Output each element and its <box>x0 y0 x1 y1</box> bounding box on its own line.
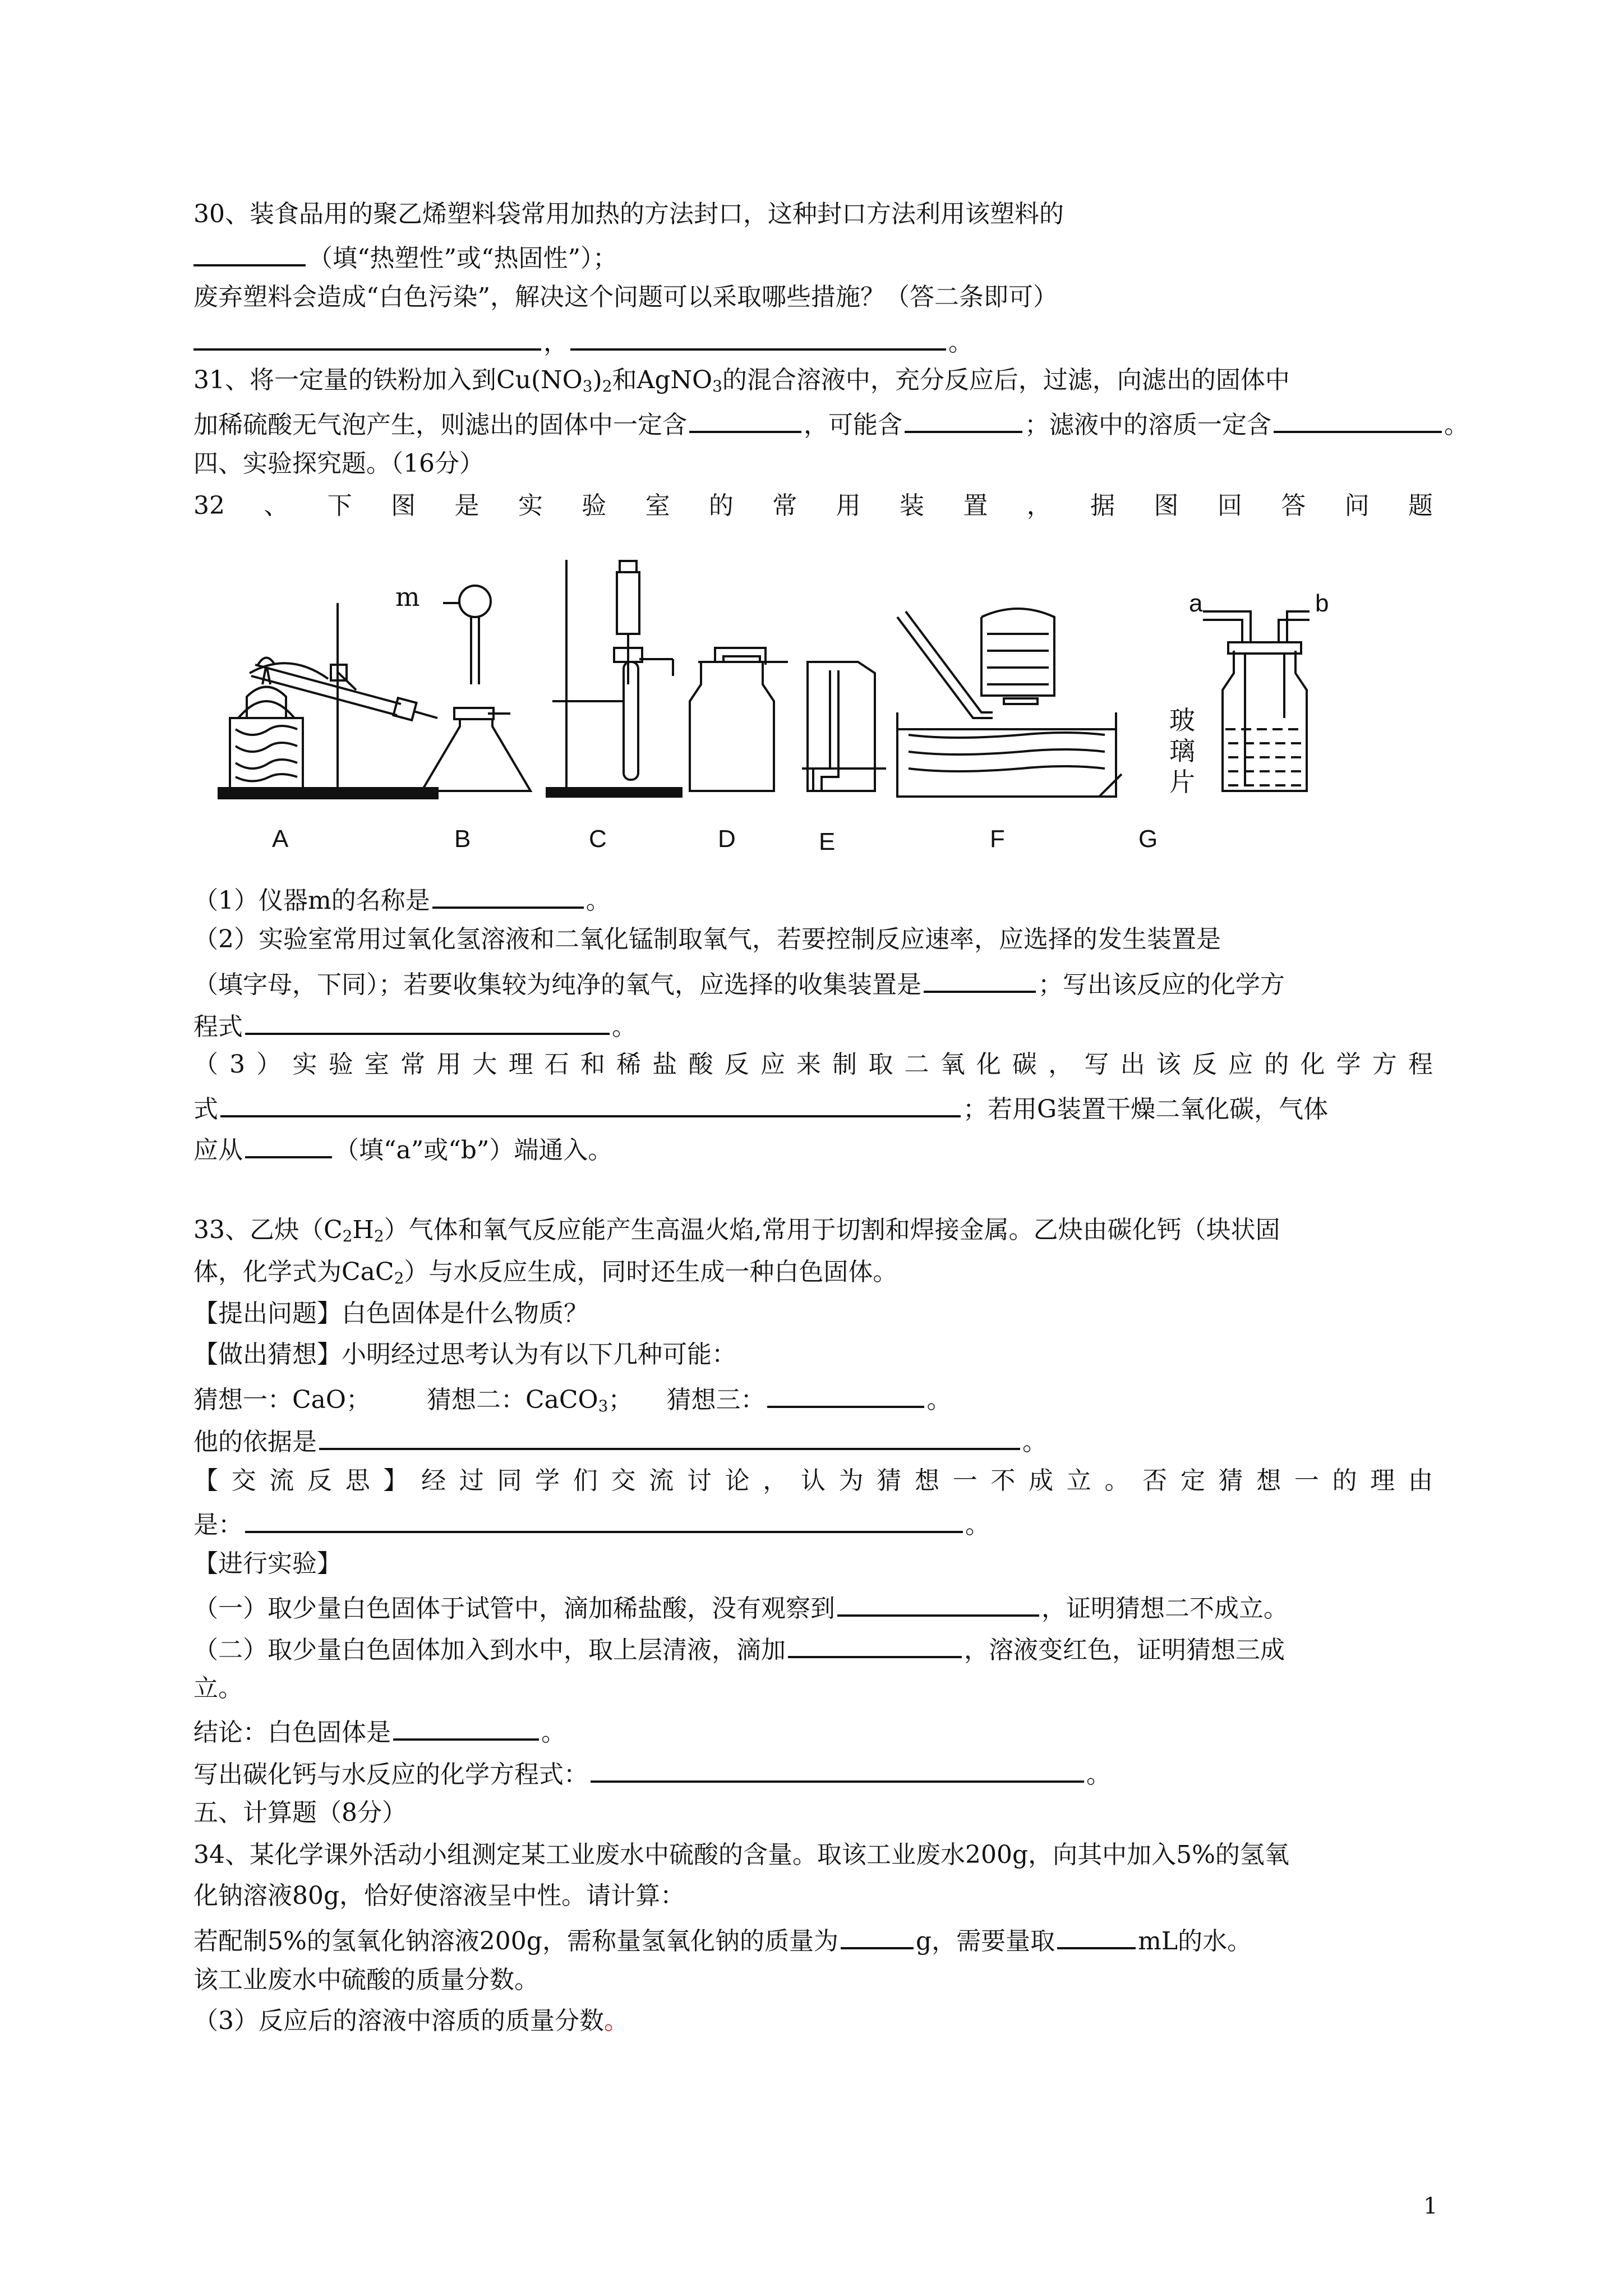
q32-text: 。 <box>585 886 611 915</box>
q32-p1 <box>193 881 1438 918</box>
q33-text: 猜想三： <box>666 1386 766 1414</box>
blank <box>220 1089 961 1117</box>
q33-text: ）与水反应生成，同时还生成一种白色固体。 <box>404 1258 898 1286</box>
blank <box>393 1713 539 1741</box>
q33-text: 他的依据是 <box>193 1428 317 1456</box>
m-label: m <box>395 582 420 612</box>
q31-text: 31、将一定量的铁粉加入到Cu(NO <box>193 366 583 394</box>
q33-basis <box>193 1422 1438 1459</box>
blank <box>319 1422 1020 1450</box>
q34-line4 <box>193 1963 1438 1997</box>
q30-text: 废弃塑料会造成“白色污染”，解决这个问题可以采取哪些措施？（答二条即可） <box>193 283 1058 311</box>
q32-text: （填字母，下同）；若要收集较为纯净的氧气，应选择的收集装置是 <box>193 970 921 999</box>
q33-text: 。 <box>965 1511 990 1539</box>
q32-p3-line1 <box>193 1048 1433 1082</box>
subscript: 2 <box>394 1269 404 1287</box>
q34-line3 <box>193 1921 1438 1958</box>
apparatus-g <box>1203 611 1310 791</box>
q30-line2 <box>193 238 1438 275</box>
label-d: D <box>718 825 736 853</box>
glass-label-1: 玻 <box>1169 705 1195 735</box>
q32-text: （1）仪器m的名称是 <box>193 886 430 915</box>
q31-text: 。 <box>1444 411 1469 439</box>
label-g: G <box>1138 825 1158 853</box>
q32-p3-line2 <box>193 1089 1438 1126</box>
label-e: E <box>819 828 836 855</box>
apparatus-a <box>219 603 437 798</box>
q30-text: （填“热塑性”或“热固性”）； <box>308 244 617 273</box>
q33-conclusion <box>193 1713 1438 1750</box>
q32-text: 32、下图是实验室的常用装置，据图回答问题 <box>193 491 1433 520</box>
q33-guess <box>193 1338 1438 1372</box>
subscript: 2 <box>602 377 612 395</box>
q33-question <box>193 1297 1438 1331</box>
blank <box>193 323 541 351</box>
blank <box>193 238 306 266</box>
q34-line5 <box>193 2004 1438 2038</box>
q33-text: 。 <box>541 1718 566 1747</box>
q33-reflect-line2 <box>193 1505 1438 1542</box>
section-title: 五、计算题（8分） <box>193 1798 407 1827</box>
q31-line2 <box>193 405 1469 442</box>
q33-text: 【提出问题】白色固体是什么物质？ <box>193 1299 588 1328</box>
q32-p3-line3 <box>193 1130 1438 1167</box>
q32-text: 式 <box>193 1095 218 1124</box>
q31-text: 的混合溶液中，充分反应后，过滤，向滤出的固体中 <box>722 366 1290 394</box>
q33-text: 猜想二：CaCO <box>426 1386 598 1414</box>
q34-text: 化钠溶液80g，恰好使溶液呈中性。请计算： <box>193 1881 685 1910</box>
q31-line1 <box>193 364 1438 403</box>
apparatus-d <box>690 648 788 791</box>
q32-text: ；若用G装置干燥二氧化碳，气体 <box>963 1095 1329 1124</box>
subscript: 2 <box>374 1227 384 1245</box>
label-a: A <box>272 825 289 853</box>
q33-text: H <box>352 1216 374 1244</box>
blank <box>689 405 801 433</box>
section4-heading <box>193 447 1438 481</box>
q33-text: 33、乙炔（C <box>193 1216 343 1244</box>
g-inlet-b: b <box>1315 590 1329 617</box>
q33-text: 。 <box>1022 1428 1047 1456</box>
q33-text: 【做出猜想】小明经过思考认为有以下几种可能： <box>193 1340 736 1369</box>
blank <box>837 1589 1039 1617</box>
q31-text: 加稀硫酸无气泡产生，则滤出的固体中一定含 <box>193 411 687 439</box>
q32-text: （填“a”或“b”）端通入。 <box>334 1136 613 1165</box>
q32-p2-line2 <box>193 965 1438 1002</box>
blank <box>841 1921 914 1949</box>
q33-text: ，证明猜想二不成立。 <box>1041 1594 1288 1623</box>
q33-e1 <box>193 1589 1438 1626</box>
blank <box>245 1130 332 1158</box>
subscript: 2 <box>342 1227 353 1245</box>
q33-text: 。 <box>1086 1760 1111 1789</box>
blank <box>245 1007 610 1035</box>
label-b: B <box>454 825 471 853</box>
blank <box>245 1505 963 1533</box>
q32-text: ；写出该反应的化学方 <box>1038 970 1285 999</box>
q33-line1 <box>193 1213 1438 1253</box>
q33-text: 结论：白色固体是 <box>193 1718 391 1747</box>
q33-text: 写出碳化钙与水反应的化学方程式： <box>193 1760 588 1789</box>
apparatus-figure <box>208 550 1441 864</box>
q32-text: （3）实验室常用大理石和稀盐酸反应来制取二氧化碳，写出该反应的化学方程 <box>193 1050 1433 1079</box>
q33-text: 。 <box>926 1386 952 1414</box>
label-f: F <box>990 825 1005 853</box>
section5-heading <box>193 1796 1438 1830</box>
q30-line1 <box>193 197 1438 231</box>
blank <box>432 881 584 909</box>
q32-text: （2）实验室常用过氧化氢溶液和二氧化锰制取氧气，若要控制反应速率，应选择的发生装置是 <box>193 925 1221 954</box>
q34-text: 34、某化学课外活动小组测定某工业废水中硫酸的含量。取该工业废水200g，向其中加入5%的氢氧 <box>193 1841 1289 1869</box>
q32-p2-line1 <box>193 923 1438 956</box>
glass-label-3: 片 <box>1169 767 1195 797</box>
blank <box>1274 405 1442 433</box>
apparatus-f <box>897 609 1122 797</box>
q33-text: 体，化学式为CaC <box>193 1258 394 1286</box>
q33-equation <box>193 1755 1438 1792</box>
blank <box>570 323 946 351</box>
q31-text: 和AgNO <box>612 366 713 394</box>
g-inlet-a: a <box>1189 590 1203 617</box>
q32-p2-line3 <box>193 1007 1438 1044</box>
q33-text: （二）取少量白色固体加入到水中，取上层清液，滴加 <box>193 1636 786 1664</box>
q33-text: ）气体和氧气反应能产生高温火焰,常用于切割和焊接金属。乙炔由碳化钙（块状固 <box>384 1216 1280 1244</box>
subscript: 3 <box>598 1397 608 1415</box>
q30-text: 30、装食品用的聚乙烯塑料袋常用加热的方法封口，这种封口方法利用该塑料的 <box>193 200 1064 228</box>
q33-e2 <box>193 1630 1438 1667</box>
q33-e2-cont <box>193 1672 1438 1705</box>
blank <box>924 965 1036 993</box>
q34-text: g，需要量取 <box>915 1927 1055 1955</box>
page-number: 1 <box>1423 2193 1438 2219</box>
glass-label-2: 璃 <box>1169 736 1195 766</box>
q31-text: ；滤液中的溶质一定含 <box>1025 411 1271 439</box>
q33-text: 猜想一：CaO； <box>193 1386 371 1414</box>
label-c: C <box>589 825 607 853</box>
q34-text: （3）反应后的溶液中溶质的质量分数 <box>193 2007 604 2035</box>
q32-text: 应从 <box>193 1136 243 1165</box>
q32-text: 程式 <box>193 1013 243 1041</box>
red-period: 。 <box>604 2007 629 2035</box>
q33-text: ； <box>608 1386 633 1414</box>
q33-text: 【交流反思】经过同学们交流讨论，认为猜想一不成立。否定猜想一的理由 <box>193 1466 1433 1495</box>
blank <box>788 1630 962 1658</box>
q33-text: 是： <box>193 1511 243 1539</box>
q32-intro <box>193 489 1433 523</box>
q34-text: 若配制5%的氢氧化钠溶液200g，需称量氢氧化钠的质量为 <box>193 1927 838 1955</box>
blank <box>1057 1921 1136 1949</box>
q33-text: （一）取少量白色固体于试管中，滴加稀盐酸，没有观察到 <box>193 1594 835 1623</box>
q33-text: 立。 <box>193 1674 243 1703</box>
blank <box>905 405 1022 433</box>
q33-guesses <box>193 1380 1438 1423</box>
q34-text: 该工业废水中硫酸的质量分数。 <box>193 1966 539 1994</box>
q30-line4 <box>193 323 1438 360</box>
q30-line3 <box>193 280 1438 314</box>
blank <box>767 1380 924 1408</box>
q30-text: ， <box>543 328 568 357</box>
blank <box>591 1755 1084 1783</box>
q33-text: 【进行实验】 <box>193 1549 342 1578</box>
q33-exp <box>193 1547 1438 1581</box>
q34-text: mL的水。 <box>1138 1927 1252 1955</box>
subscript: 3 <box>582 377 593 395</box>
q33-text: ，溶液变红色，证明猜想三成 <box>964 1636 1285 1664</box>
q31-text: ) <box>592 366 602 394</box>
q34-line1 <box>193 1838 1438 1872</box>
q33-line2 <box>193 1255 1438 1295</box>
section-title: 四、实验探究题。（16分） <box>193 449 484 478</box>
apparatus-b <box>422 586 531 791</box>
subscript: 3 <box>712 377 722 395</box>
q32-text: 。 <box>612 1013 637 1041</box>
apparatus-e <box>802 662 886 791</box>
q33-reflect-line1 <box>193 1464 1433 1498</box>
q31-text: ，可能含 <box>804 411 902 439</box>
apparatus-c <box>547 560 681 797</box>
q34-line2 <box>193 1879 1438 1913</box>
q30-text: 。 <box>948 328 973 357</box>
